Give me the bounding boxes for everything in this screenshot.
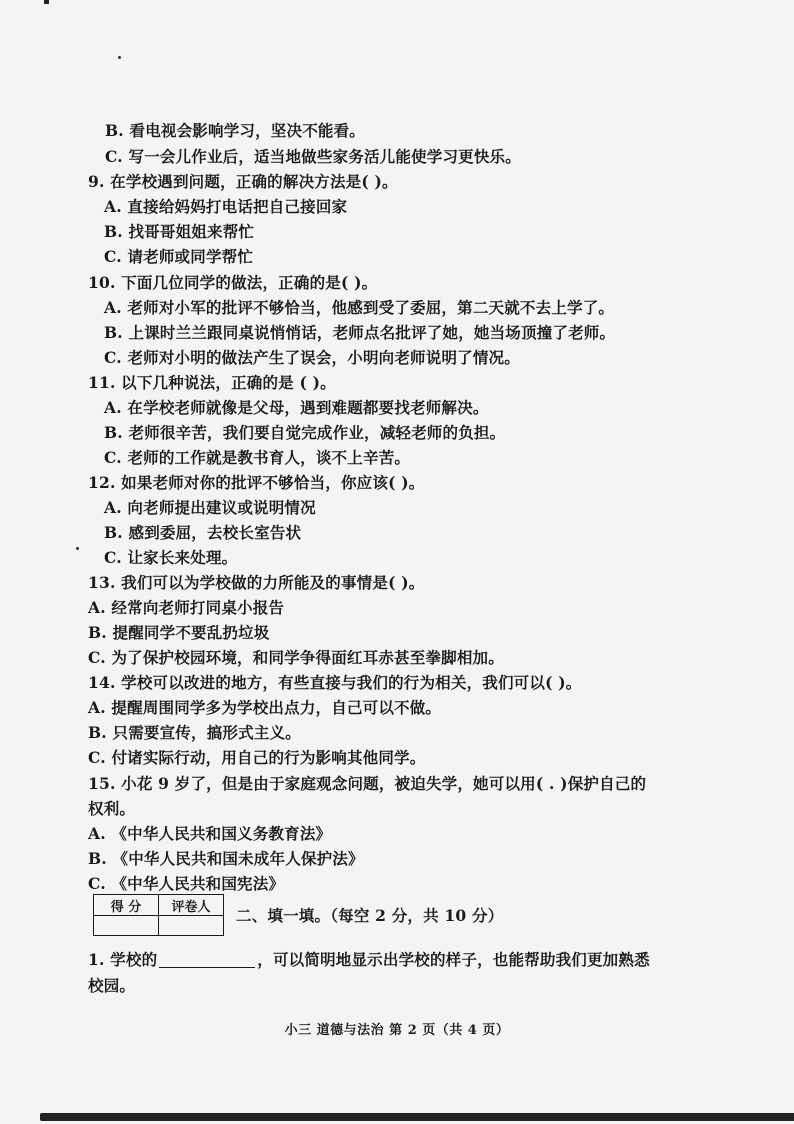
q14-option-c: C. 付诸实际行动，用自己的行为影响其他同学。 [88,748,426,767]
scan-edge [40,1113,794,1121]
score-cell [94,916,159,936]
grader-cell [159,916,224,936]
score-label: 得 分 [94,895,159,916]
q11-option-b: B. 老师很辛苦，我们要自觉完成作业，减轻老师的负担。 [104,423,506,442]
fill-question-suffix: ，可以简明地显示出学校的样子，也能帮助我们更加熟悉 [257,950,650,969]
fill-question-1-continued: 校园。 [88,976,136,995]
q13-stem: 13. 我们可以为学校做的力所能及的事情是( )。 [88,573,425,592]
q13-option-c: C. 为了保护校园环境，和同学争得面红耳赤甚至拳脚相加。 [88,648,504,667]
q14-option-b: B. 只需要宣传，搞形式主义。 [88,723,301,742]
q15-option-b: B. 《中华人民共和国未成年人保护法》 [88,849,364,868]
q10-option-b: B. 上课时兰兰跟同桌说悄悄话，老师点名批评了她，她当场顶撞了老师。 [104,323,616,342]
q14-option-a: A. 提醒周围同学多为学校出点力，自己可以不做。 [88,698,442,717]
q12-option-b: B. 感到委屈，去校长室告状 [104,523,302,542]
q15-stem-continued: 权利。 [88,799,136,818]
score-box [93,894,224,936]
q10-stem: 10. 下面几位同学的做法，正确的是( )。 [88,273,378,292]
grader-label: 评卷人 [159,895,224,916]
scan-speck [118,56,121,59]
q11-stem: 11. 以下几种说法，正确的是 ( )。 [88,373,336,392]
q11-option-c: C. 老师的工作就是教书育人，谈不上辛苦。 [104,448,411,467]
q15-option-c: C. 《中华人民共和国宪法》 [88,874,285,893]
q13-option-a: A. 经常向老师打同桌小报告 [88,598,285,617]
fill-question-1 [88,950,650,970]
answer-blank [159,951,255,968]
q12-option-a: A. 向老师提出建议或说明情况 [104,498,316,517]
q8-option-c: C. 写一会儿作业后，适当地做些家务活儿能使学习更快乐。 [105,147,521,166]
q11-option-a: A. 在学校老师就像是父母，遇到难题都要找老师解决。 [104,398,489,417]
q15-stem: 15. 小花 9 岁了，但是由于家庭观念问题，被迫失学，她可以用( . )保护自己的 [88,774,647,793]
q9-option-c: C. 请老师或同学帮忙 [104,247,254,266]
q8-option-b: B. 看电视会影响学习，坚决不能看。 [105,121,365,140]
section-heading-fill-in: 二、填一填。（每空 2 分，共 10 分） [236,906,504,925]
q12-option-c: C. 让家长来处理。 [104,548,238,567]
q10-option-a: A. 老师对小军的批评不够恰当，他感到受了委屈，第二天就不去上学了。 [104,298,615,317]
fill-question-prefix: 1. 学校的 [88,950,158,969]
page-footer: 小三 道德与法治 第 2 页（共 4 页） [284,1023,510,1038]
q9-stem: 9. 在学校遇到问题，正确的解决方法是( )。 [88,172,398,191]
q15-option-a: A. 《中华人民共和国义务教育法》 [88,824,332,843]
q10-option-c: C. 老师对小明的做法产生了误会，小明向老师说明了情况。 [104,348,520,367]
q12-stem: 12. 如果老师对你的批评不够恰当，你应该( )。 [88,473,425,492]
q13-option-b: B. 提醒同学不要乱扔垃圾 [88,623,270,642]
scan-mark [44,0,49,4]
q9-option-b: B. 找哥哥姐姐来帮忙 [104,222,255,241]
q14-stem: 14. 学校可以改进的地方，有些直接与我们的行为相关，我们可以( )。 [88,673,582,692]
scan-speck [76,547,79,550]
q9-option-a: A. 直接给妈妈打电话把自己接回家 [104,197,348,216]
